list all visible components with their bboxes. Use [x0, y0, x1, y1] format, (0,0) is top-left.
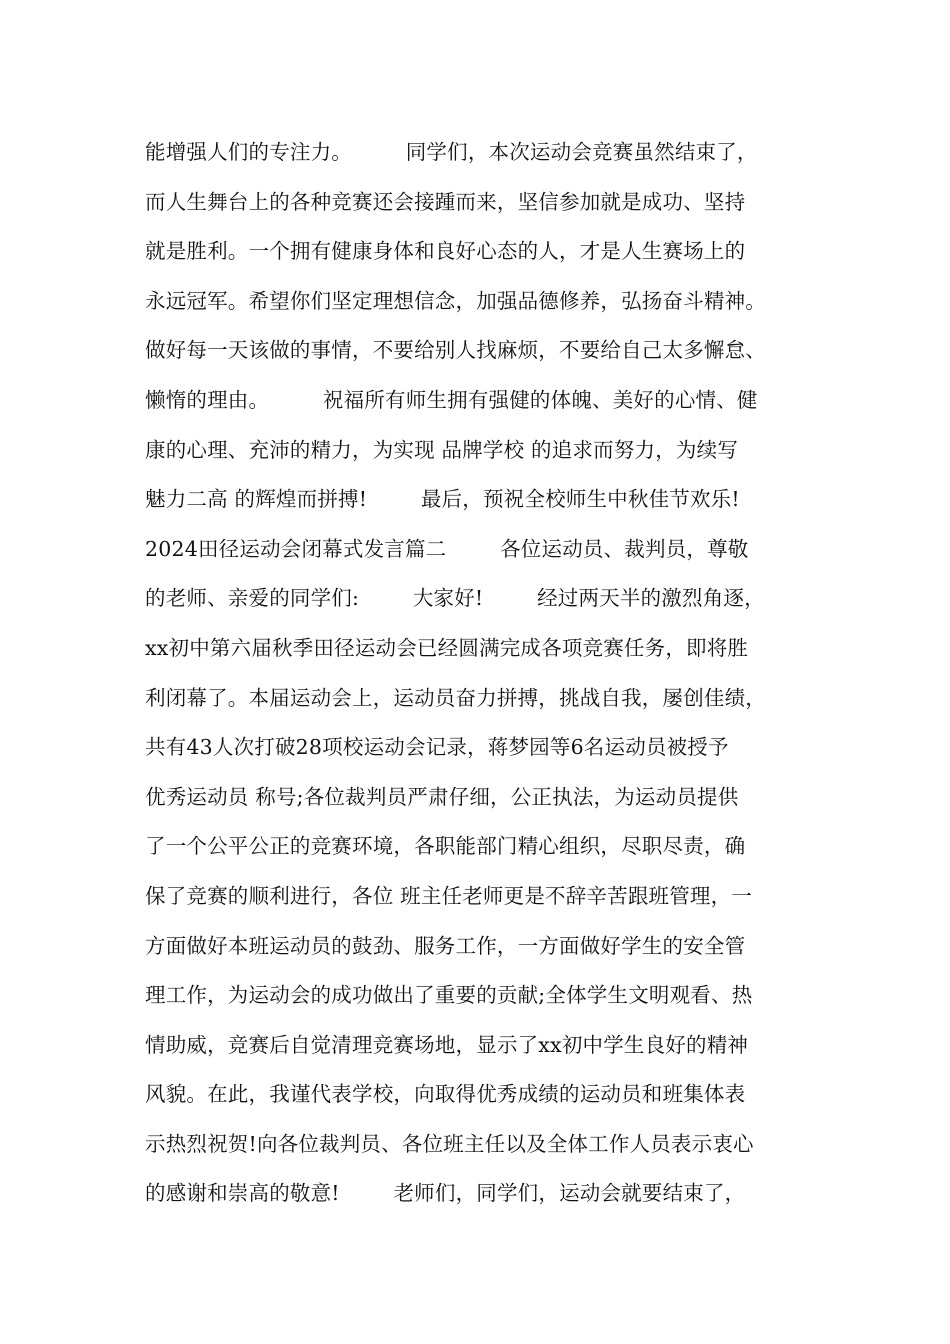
text-line: 保了竞赛的顺利进行，各位 班主任老师更是不辞辛苦跟班管理，一	[145, 883, 753, 908]
text-line: 就是胜利。一个拥有健康身体和良好心态的人，才是人生赛场上的	[145, 239, 746, 264]
section-heading-line: 2024田径运动会闭幕式发言篇二 各位运动员、裁判员，尊敬	[145, 536, 749, 561]
text-line: 示热烈祝贺!向各位裁判员、各位班主任以及全体工作人员表示衷心	[145, 1131, 754, 1156]
text-line: 康的心理、充沛的精力，为实现 品牌学校 的追求而努力，为续写	[145, 437, 739, 462]
text-line: 的老师、亲爱的同学们: 大家好! 经过两天半的激烈角逐，	[145, 586, 765, 611]
text-line: 方面做好本班运动员的鼓劲、服务工作，一方面做好学生的安全管	[145, 933, 746, 958]
text-line: 做好每一天该做的事情，不要给别人找麻烦，不要给自己太多懈怠、	[145, 338, 766, 363]
text-line: 利闭幕了。本届运动会上，运动员奋力拼搏，挑战自我，屡创佳绩，	[145, 685, 766, 710]
text-line: 永远冠军。希望你们坚定理想信念，加强品德修养，弘扬奋斗精神。	[145, 288, 766, 313]
text-line: 优秀运动员 称号;各位裁判员严肃仔细，公正执法，为运动员提供	[145, 784, 739, 809]
text-line: 的感谢和崇高的敬意! 老师们，同学们，运动会就要结束了，	[145, 1181, 746, 1206]
text-line: 魅力二高 的辉煌而拼搏! 最后，预祝全校师生中秋佳节欢乐!	[145, 487, 740, 512]
text-line: 共有43人次打破28项校运动会记录，蒋梦园等6名运动员被授予	[145, 735, 729, 760]
body-text	[145, 128, 845, 1219]
text-line: 了一个公平公正的竞赛环境，各职能部门精心组织，尽职尽责，确	[145, 834, 746, 859]
text-line: 而人生舞台上的各种竞赛还会接踵而来，坚信参加就是成功、坚持	[145, 189, 746, 214]
text-line: 懒惰的理由。 祝福所有师生拥有强健的体魄、美好的心情、健	[145, 387, 758, 412]
text-line: xx初中第六届秋季田径运动会已经圆满完成各项竞赛任务，即将胜	[145, 635, 749, 660]
text-line: 情助威，竞赛后自觉清理竞赛场地，显示了xx初中学生良好的精神	[145, 1032, 749, 1057]
text-line: 能增强人们的专注力。 同学们，本次运动会竞赛虽然结束了，	[145, 140, 758, 164]
text-line: 理工作，为运动会的成功做出了重要的贡献;全体学生文明观看、热	[145, 983, 753, 1008]
text-line: 风貌。在此，我谨代表学校，向取得优秀成绩的运动员和班集体表	[145, 1082, 746, 1107]
